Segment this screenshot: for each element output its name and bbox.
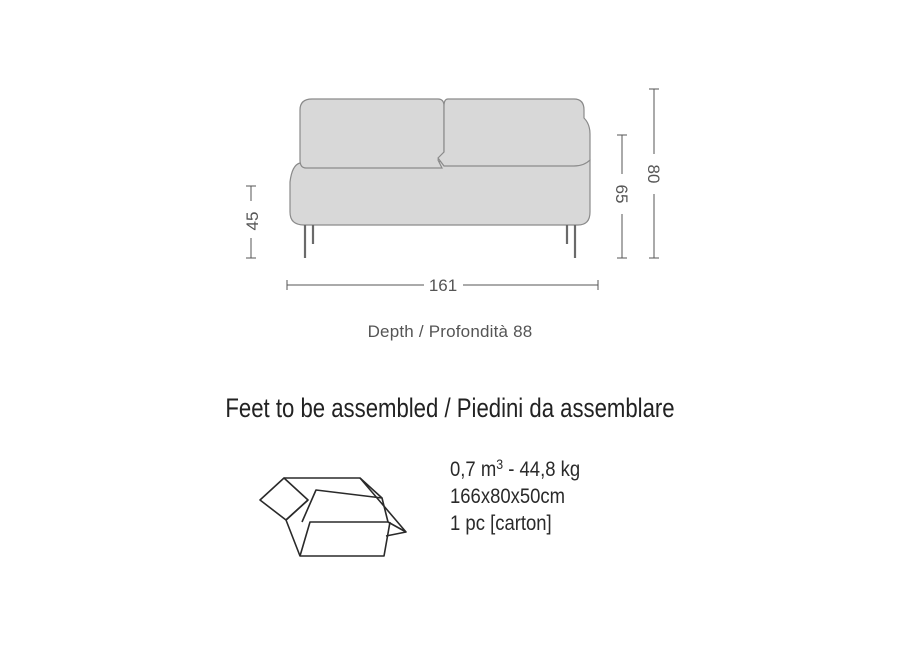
pieces-count: 1 pc [carton] <box>450 512 552 535</box>
sofa-front-view-diagram <box>0 0 900 300</box>
seat-height-label: 45 <box>243 211 262 231</box>
seat-height-dimension <box>243 186 262 258</box>
assembly-note: Feet to be assembled / Piedini da assemblare <box>225 393 675 423</box>
total-height-label: 80 <box>644 164 663 184</box>
total-height-dimension <box>644 89 663 258</box>
arm-height-dimension <box>612 135 631 258</box>
depth-note: Depth / Profondità 88 <box>367 322 533 341</box>
volume-value: 0,7 m <box>450 458 497 481</box>
box-size: 166x80x50cm <box>450 485 566 508</box>
arm-height-label: 65 <box>612 184 631 204</box>
volume-exponent: 3 <box>496 456 504 472</box>
sofa-back-left-cushion <box>300 99 444 168</box>
volume-weight-line <box>450 456 580 483</box>
packaging-info <box>450 456 580 537</box>
width-label: 161 <box>428 276 458 295</box>
width-dimension <box>287 276 598 295</box>
sofa-back-right-cushion <box>438 99 590 166</box>
sofa-drawing <box>290 99 590 258</box>
sofa-seat <box>290 160 590 225</box>
open-carton-box-icon <box>258 470 408 562</box>
weight-value: - 44,8 kg <box>503 458 581 481</box>
